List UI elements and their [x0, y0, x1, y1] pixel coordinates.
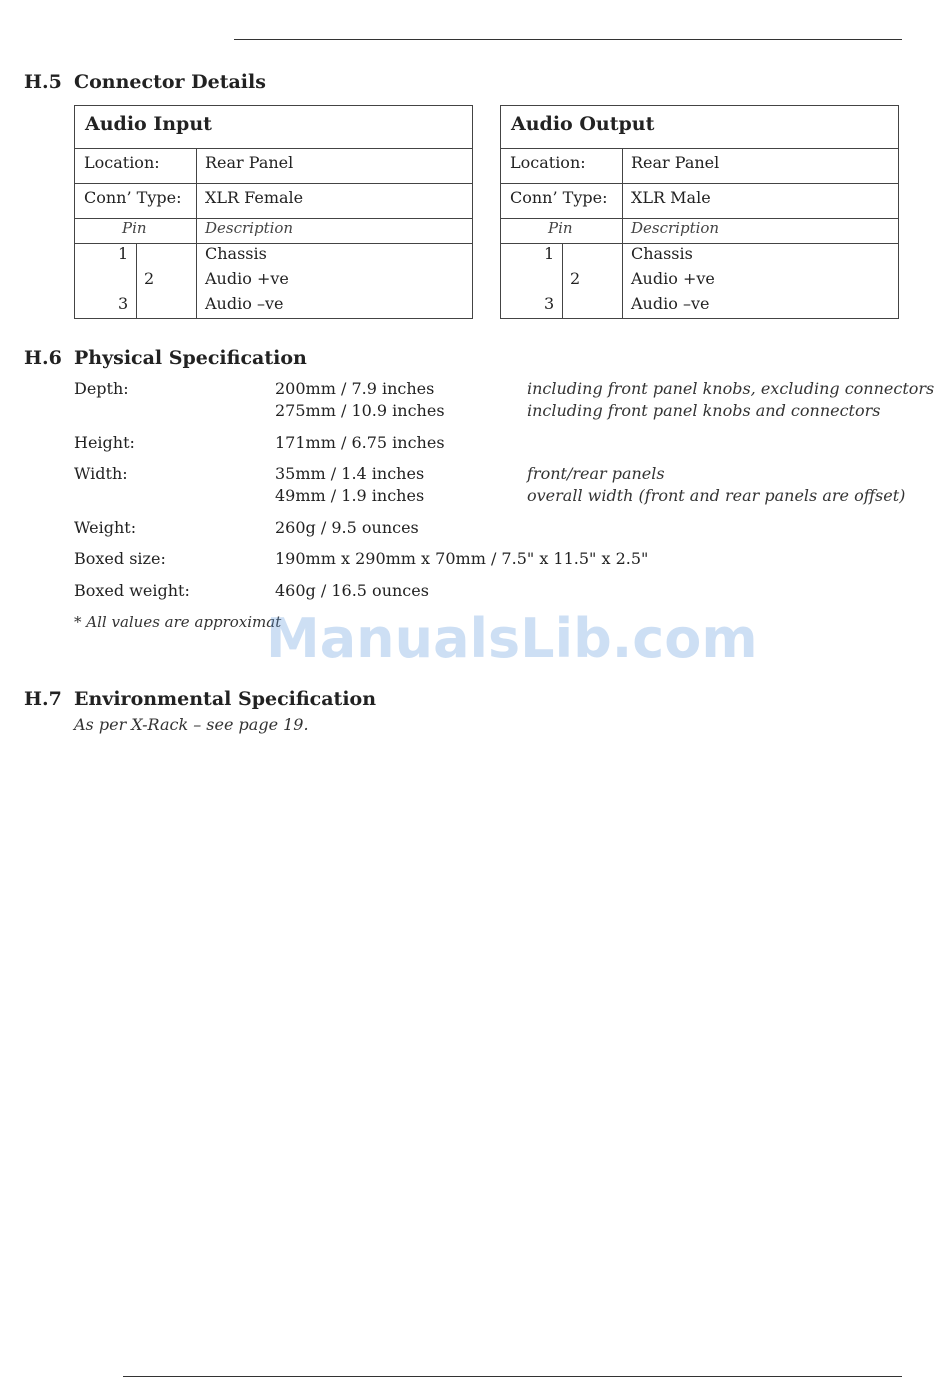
table-divider: [501, 183, 898, 184]
conn-type-label: Conn’ Type:: [84, 188, 182, 207]
location-value: Rear Panel: [631, 153, 720, 172]
table-column-divider: [196, 148, 197, 318]
section-number-h5: H.5: [24, 71, 62, 93]
description-header: Description: [631, 219, 720, 237]
pin-number: 1: [118, 244, 129, 263]
width-value: 49mm / 1.9 inches: [275, 486, 425, 505]
table-divider: [75, 243, 472, 244]
depth-note: including front panel knobs and connectors: [527, 401, 881, 420]
section-number-h6: H.6: [24, 347, 62, 369]
boxed-size-label: Boxed size:: [74, 549, 166, 568]
environmental-text: As per X-Rack – see page 19.: [74, 715, 309, 734]
audio-output-table: [500, 105, 899, 319]
section-title-h7: Environmental Specification: [74, 688, 377, 710]
width-value: 35mm / 1.4 inches: [275, 464, 425, 483]
conn-type-label: Conn’ Type:: [510, 188, 608, 207]
conn-type-value: XLR Female: [205, 188, 304, 207]
pin-header: Pin: [122, 219, 147, 237]
location-label: Location:: [510, 153, 586, 172]
footnote: * All values are approximat: [74, 613, 282, 631]
height-label: Height:: [74, 433, 135, 452]
watermark: ManualsLib.com: [266, 607, 758, 670]
section-title-h6: Physical Specification: [74, 347, 307, 369]
pin-description: Audio –ve: [205, 294, 284, 313]
pin-description: Chassis: [205, 244, 267, 263]
weight-value: 260g / 9.5 ounces: [275, 518, 419, 537]
table-divider: [501, 243, 898, 244]
boxed-weight-label: Boxed weight:: [74, 581, 190, 600]
depth-note: including front panel knobs, excluding connectors: [527, 379, 935, 398]
description-header: Description: [205, 219, 294, 237]
table-title: Audio Output: [511, 113, 655, 135]
pin-number: 2: [570, 269, 581, 288]
pin-description: Audio –ve: [631, 294, 710, 313]
table-column-divider: [136, 243, 137, 318]
conn-type-value: XLR Male: [631, 188, 711, 207]
table-title: Audio Input: [85, 113, 212, 135]
pin-number: 3: [544, 294, 555, 313]
table-divider: [501, 148, 898, 149]
audio-input-table: [74, 105, 473, 319]
pin-description: Audio +ve: [631, 269, 715, 288]
weight-label: Weight:: [74, 518, 137, 537]
location-label: Location:: [84, 153, 160, 172]
depth-value: 275mm / 10.9 inches: [275, 401, 445, 420]
section-number-h7: H.7: [24, 688, 62, 710]
table-column-divider: [622, 148, 623, 318]
depth-label: Depth:: [74, 379, 129, 398]
table-column-divider: [562, 243, 563, 318]
boxed-weight-value: 460g / 16.5 ounces: [275, 581, 429, 600]
table-divider: [75, 148, 472, 149]
section-title-h5: Connector Details: [74, 71, 266, 93]
location-value: Rear Panel: [205, 153, 294, 172]
footer-rule: [123, 1376, 902, 1377]
width-label: Width:: [74, 464, 128, 483]
width-note: front/rear panels: [527, 464, 665, 483]
pin-header: Pin: [548, 219, 573, 237]
width-note: overall width (front and rear panels are offset): [527, 486, 906, 505]
boxed-size-value: 190mm x 290mm x 70mm / 7.5" x 11.5" x 2.5": [275, 549, 649, 568]
depth-value: 200mm / 7.9 inches: [275, 379, 435, 398]
pin-number: 3: [118, 294, 129, 313]
pin-description: Chassis: [631, 244, 693, 263]
table-divider: [75, 183, 472, 184]
pin-number: 2: [144, 269, 155, 288]
height-value: 171mm / 6.75 inches: [275, 433, 445, 452]
header-rule: [234, 39, 902, 40]
pin-description: Audio +ve: [205, 269, 289, 288]
pin-number: 1: [544, 244, 555, 263]
